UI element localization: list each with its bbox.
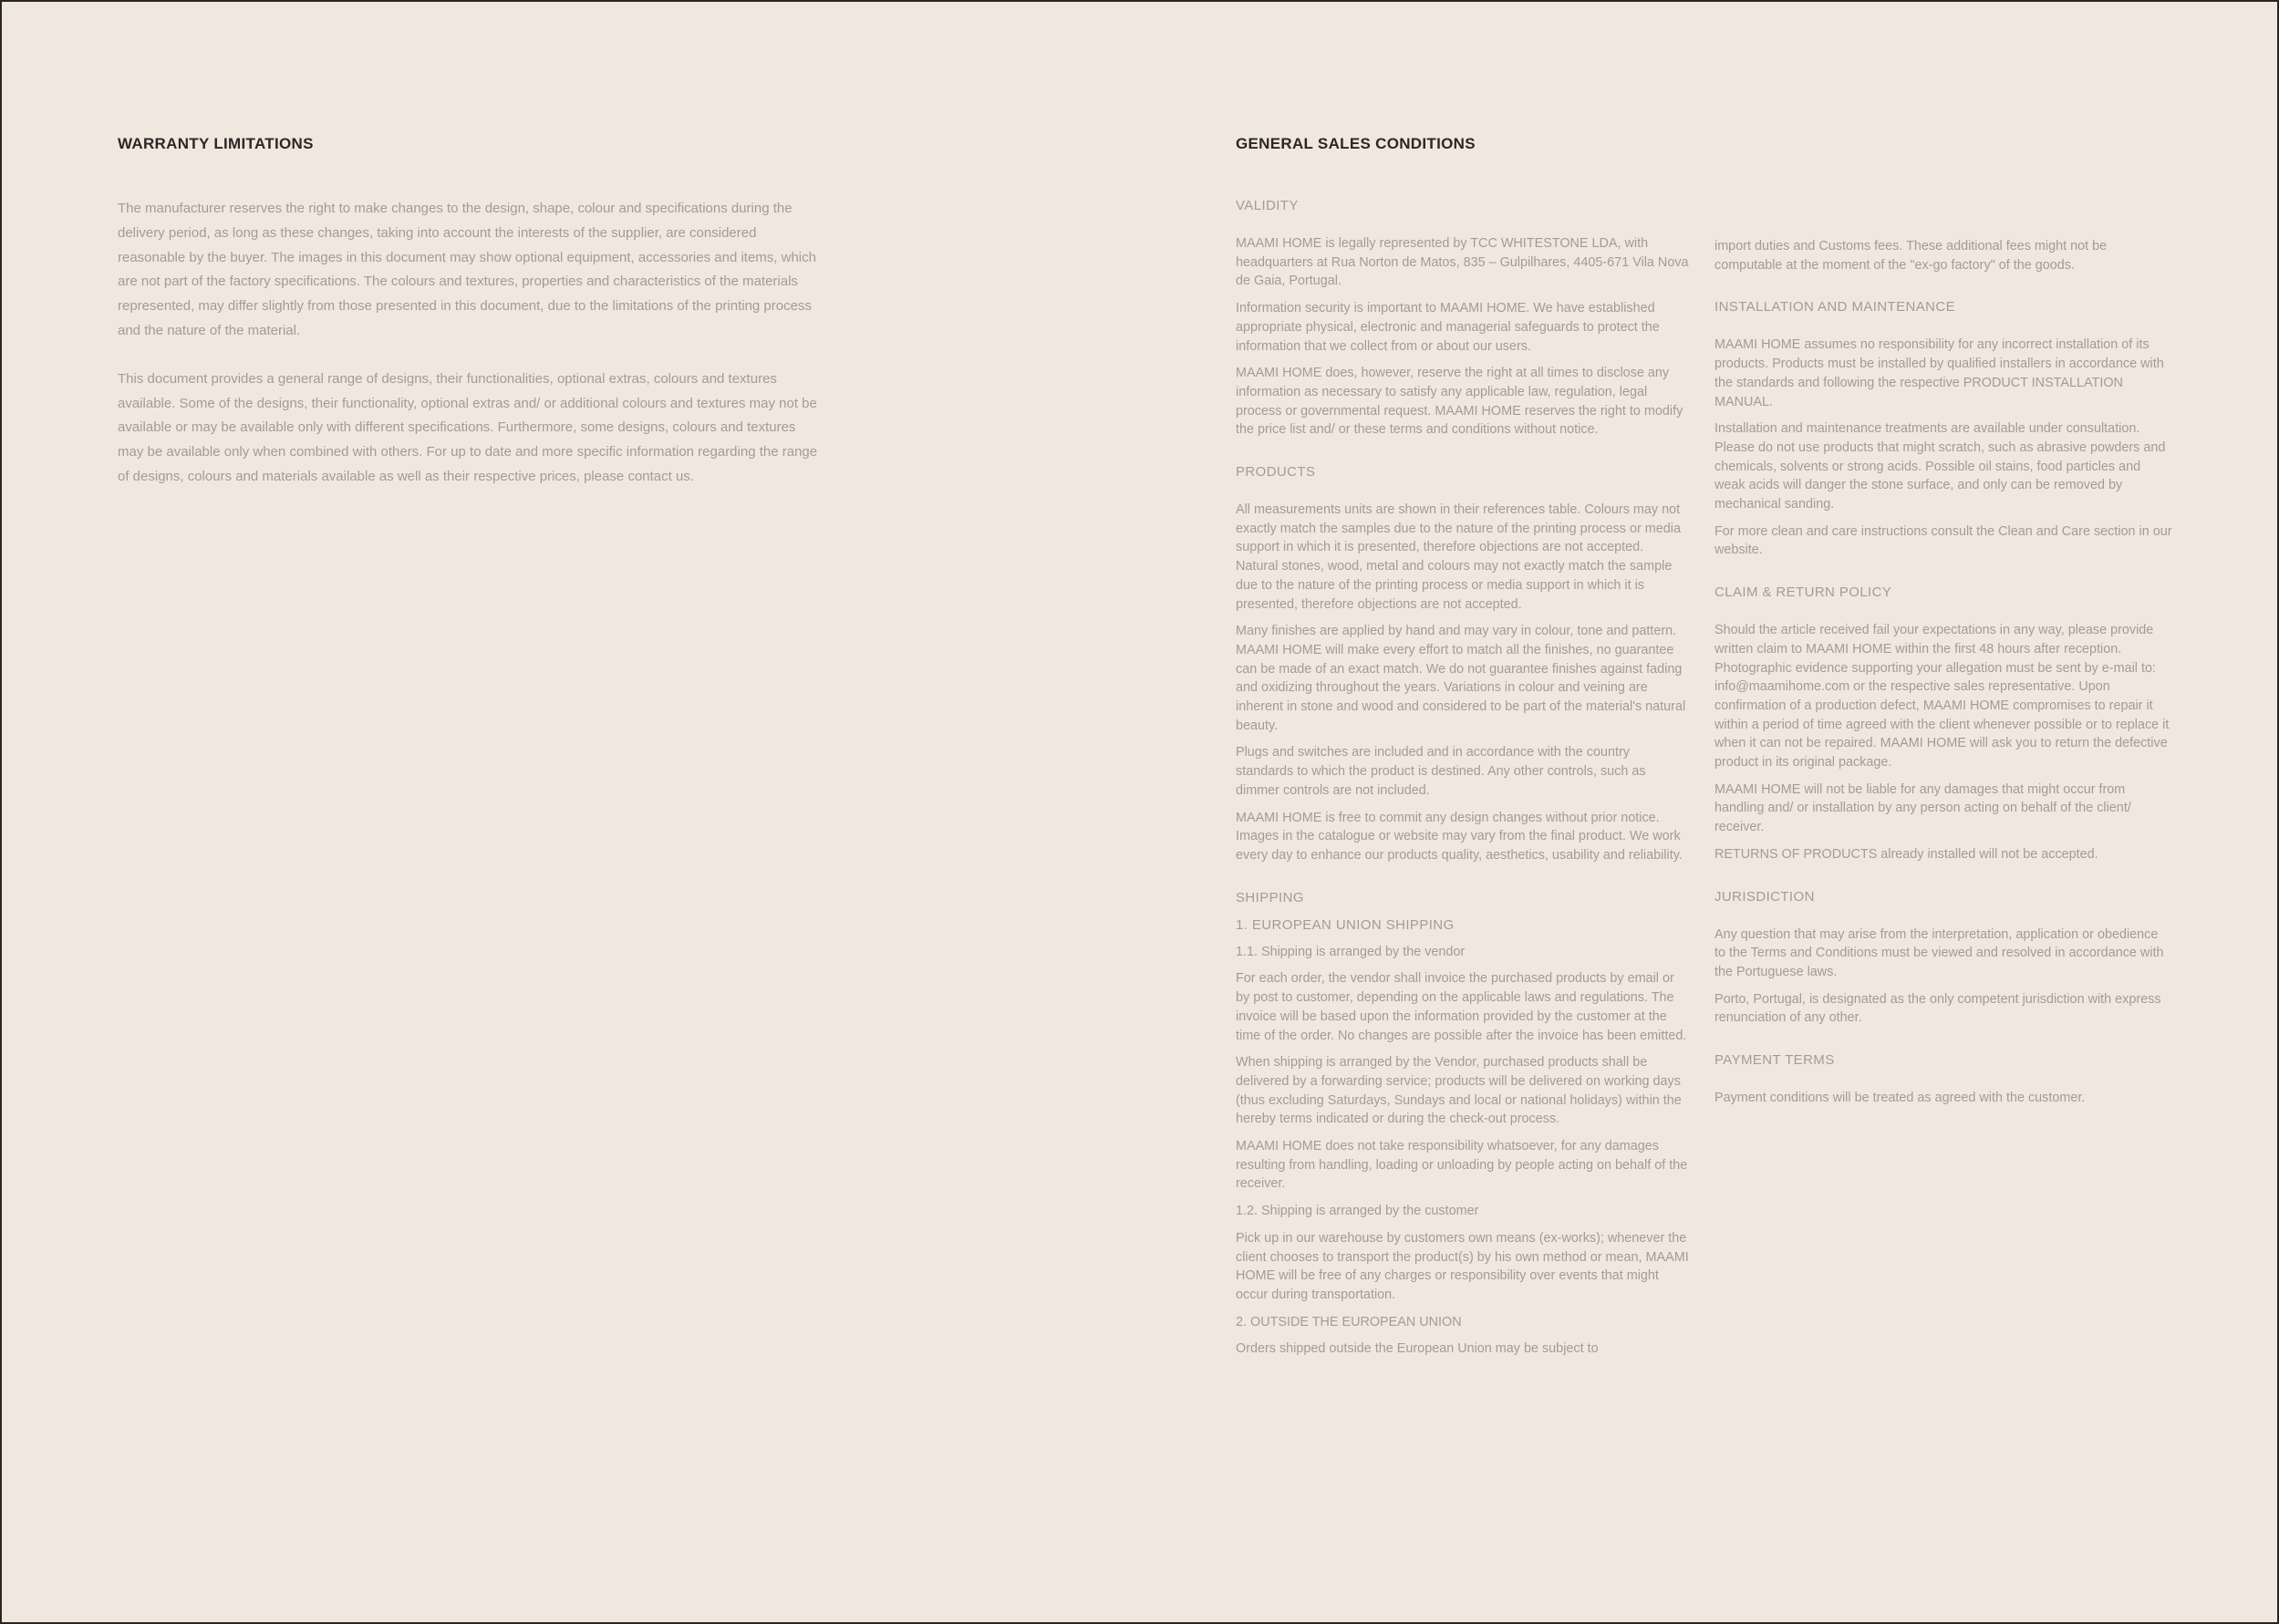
payment-heading: PAYMENT TERMS	[1714, 1052, 1835, 1069]
sales-title: GENERAL SALES CONDITIONS	[1236, 135, 1476, 152]
warranty-paragraph-2: This document provides a general range of designs, their functionalities, optional extras, colours and textures available. Some of the designs, their functionality, optional extras and/ or additional colours and textures may not be available or may be available only with different specifications. Furthermore, some designs, colours and textures may be available only when combined with others. For up to date and more specific information regarding the range of designs, colours and materials available as well as their respective prices, please contact us.	[118, 370, 818, 484]
warranty-paragraph-1: The manufacturer reserves the right to make changes to the design, shape, colour and specifications during the delivery period, as long as these changes, taking into account the interests of the supplier, are considered reasonable by the buyer. The images in this document may show optional equipment, accessories and items, which are not part of the factory specifications. The colours and textures, properties and characteristics of the materials represented, may differ slightly from those presented in this document, due to the limitations of the printing process and the nature of the material.	[118, 201, 816, 338]
jurisdiction-heading: JURISDICTION	[1714, 888, 1815, 905]
outside-eu-paragraph-end: import duties and Customs fees. These additional fees might not be computable at the moment of the "ex-go factory" of the goods.	[1714, 239, 2108, 273]
payment-paragraph: Payment conditions will be treated as agreed with the customer.	[1714, 1091, 2086, 1106]
validity-paragraph-2: Information security is important to MAAMI HOME. We have established appropriate physical, electronic and managerial safeguards to protect the information that we collect from or about our users.	[1236, 301, 1660, 354]
jurisdiction-paragraph-1: Any question that may arise from the interpretation, application or obedience to the Terms and Conditions must be viewed and resolved in accordance with the Portuguese laws.	[1714, 926, 2164, 979]
claim-paragraph-3: RETURNS OF PRODUCTS already installed will not be accepted.	[1714, 846, 2098, 862]
validity-heading: VALIDITY	[1236, 198, 1299, 213]
customer-shipping-subheading: 1.2. Shipping is arranged by the customer	[1236, 1204, 1479, 1219]
outside-eu-subheading: 2. OUTSIDE THE EUROPEAN UNION	[1236, 1314, 1462, 1329]
vendor-shipping-paragraph-3: MAAMI HOME does not take responsibility whatsoever, for any damages resulting from handling, loading or unloading by people acting on behalf of the receiver.	[1236, 1139, 1688, 1192]
shipping-heading: SHIPPING	[1236, 889, 1304, 905]
vendor-shipping-paragraph-1: For each order, the vendor shall invoice the purchased products by email or by post to customer, depending on the applicable laws and regulations. The invoice will be based upon the information provided by the customer at the time of the order. No changes are possible after the invoice has been emitted.	[1236, 971, 1687, 1043]
claim-heading: CLAIM & RETURN POLICY	[1714, 584, 1892, 601]
vendor-shipping-paragraph-2: When shipping is arranged by the Vendor, purchased products shall be delivered by a forwarding service; products will be delivered on working days (thus excluding Saturdays, Sundays and local or national holidays) within the hereby terms indicated or during the check-out process.	[1236, 1055, 1682, 1127]
products-paragraph-1: All measurements units are shown in their references table. Colours may not exactly match the samples due to the nature of the printing process or media support in which it is presented, therefore objections are not accepted. Natural stones, wood, metal and colours may not exactly match the sample due to the nature of the printing process or media support in which it is presented, therefore objections are not accepted.	[1236, 502, 1681, 612]
installation-paragraph-2: Installation and maintenance treatments are available under consultation. Please do not use products that might scratch, such as abrasive powders and chemicals, solvents or strong acids. Possible oil stains, food particles and weak acids will danger the stone surface, and only can be removed by mechanical sanding.	[1714, 421, 2166, 512]
products-heading: PRODUCTS	[1236, 464, 1316, 481]
warranty-section	[118, 135, 820, 490]
products-paragraph-2: Many finishes are applied by hand and may vary in colour, tone and pattern. MAAMI HOME will make every effort to match all the finishes, no guarantee can be made of an exact match. We do not guarantee finishes against fading and oxidizing throughout the years. Variations in colour and veining are inherent in stone and wood and considered to be part of the material's natural beauty.	[1236, 624, 1686, 733]
customer-shipping-paragraph: Pick up in our warehouse by customers own means (ex-works); whenever the client chooses to transport the product(s) by his own method or mean, MAAMI HOME will be free of any charges or responsibility over events that might occur during transportation.	[1236, 1230, 1689, 1302]
validity-paragraph-1: MAAMI HOME is legally represented by TCC WHITESTONE LDA, with headquarters at Rua Norton de Matos, 835 – Gulpilhares, 4405-671 Vila Nova de Gaia, Portugal.	[1236, 236, 1689, 289]
sales-conditions-column-1	[1236, 135, 1689, 1359]
jurisdiction-paragraph-2: Porto, Portugal, is designated as the only competent jurisdiction with express renunciation of any other.	[1714, 991, 2161, 1026]
outside-eu-paragraph-start: Orders shipped outside the European Union may be subject to	[1236, 1341, 1599, 1357]
sales-conditions-column-2	[1714, 135, 2172, 1108]
claim-paragraph-1: Should the article received fail your expectations in any way, please provide written claim to MAAMI HOME within the first 48 hours after reception. Photographic evidence supporting your allegation must be sent by e-mail to: info@maamihome.com or the respective sales representative. Upon confirmation of a production defect, MAAMI HOME compromises to repair it within a period of time agreed with the client whenever possible or to replace it when it can not be repaired. MAAMI HOME will ask you to return the defective product in its original package.	[1714, 623, 2170, 771]
eu-shipping-heading: 1. EUROPEAN UNION SHIPPING	[1236, 916, 1455, 933]
products-paragraph-4: MAAMI HOME is free to commit any design changes without prior notice. Images in the catalogue or website may vary from the final product. We work every day to enhance our products quality, aesthetics, usability and reliability.	[1236, 810, 1683, 863]
installation-paragraph-1: MAAMI HOME assumes no responsibility for any incorrect installation of its products. Products must be installed by qualified installers in accordance with the standards and following the respective PRODUCT INSTALLATION MANUAL.	[1714, 337, 2164, 409]
installation-heading: INSTALLATION AND MAINTENANCE	[1714, 299, 1956, 315]
warranty-title: WARRANTY LIMITATIONS	[118, 135, 314, 152]
vendor-shipping-subheading: 1.1. Shipping is arranged by the vendor	[1236, 944, 1466, 959]
claim-paragraph-2: MAAMI HOME will not be liable for any damages that might occur from handling and/ or installation by any person acting on behalf of the client/ receiver.	[1714, 781, 2131, 835]
products-paragraph-3: Plugs and switches are included and in accordance with the country standards to which the product is destined. Any other controls, such as dimmer controls are not included.	[1236, 745, 1646, 798]
installation-paragraph-3: For more clean and care instructions consult the Clean and Care section in our website.	[1714, 523, 2172, 558]
validity-paragraph-3: MAAMI HOME does, however, reserve the right at all times to disclose any information as necessary to satisfy any applicable law, regulation, legal process or governmental request. MAAMI HOME reserves the right to modify the price list and/ or these terms and conditions without notice.	[1236, 366, 1683, 438]
